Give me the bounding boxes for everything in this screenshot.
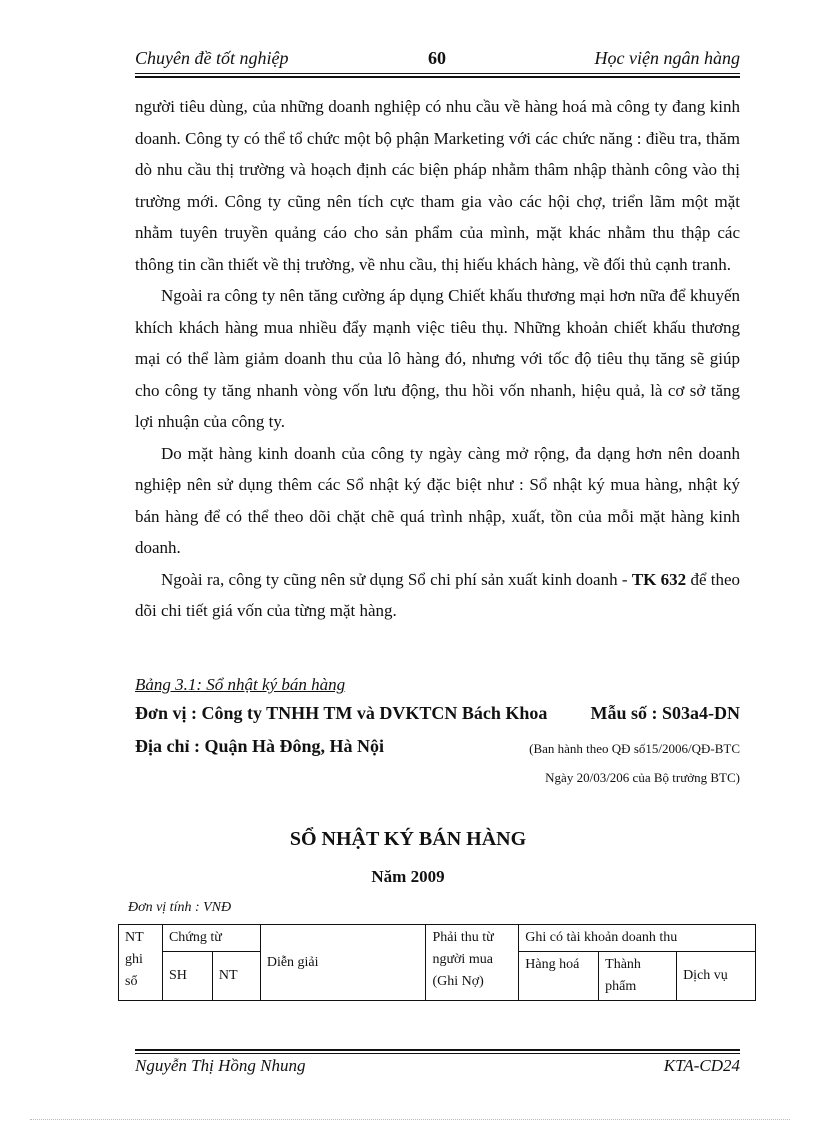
paragraph-4-start: Ngoài ra, công ty cũng nên sử dụng Sổ chi phí sản xuất kinh doanh -	[161, 569, 628, 589]
table-caption: Bảng 3.1: Sổ nhật ký bán hàng	[135, 675, 346, 694]
col-desc-header: Diễn giải	[260, 925, 426, 1001]
col-date-header: NT ghi sổ	[119, 925, 163, 1001]
page-header	[135, 48, 740, 74]
footer-rule-thick	[135, 1049, 740, 1051]
form-address-row	[135, 736, 740, 757]
header-right: Học viện ngân hàng	[594, 48, 740, 68]
col-nt-header: NT	[212, 952, 260, 1001]
form-number: Mẫu số : S03a4-DN	[590, 703, 740, 723]
paragraph-3: Do mặt hàng kinh doanh của công ty ngày càng mở rộng, đa dạng hơn nên doanh nghiệp nên sử dụng thêm các Sổ nhật ký đặc biệt như : Sổ nhật ký mua hàng, nhật ký bán hàng để có thể theo dõi chặt chẽ quá trình nhập, xuất, tồn của mỗi mặt hàng kinh doanh.	[135, 443, 740, 557]
page-number: 60	[428, 48, 446, 68]
col-services-header: Dịch vụ	[677, 952, 756, 1001]
paragraph-1: người tiêu dùng, của những doanh nghiệp có nhu cầu về hàng hoá mà công ty đang kinh doanh. Công ty có thể tổ chức một bộ phận Marketing với các chức năng : điều tra, thăm dò nhu cầu thị trường và hoạch định các biện pháp nhằm thâm nhập thành công vào thị trường mới. Công ty cũng nên tích cực tham gia vào các hội chợ, triển lãm một mặt nhằm tuyên truyền quảng cáo cho sản phẩm của mình, mặt khác nhằm thu thập các thông tin cần thiết về thị trường, về nhu cầu, thị hiếu khách hàng, về đối thủ cạnh tranh.	[135, 97, 740, 274]
currency-unit: Đơn vị tính : VNĐ	[128, 900, 232, 915]
paragraph-2: Ngoài ra công ty nên tăng cường áp dụng Chiết khấu thương mại hơn nữa để khuyến khích khách hàng mua nhiều đẩy mạnh việc tiêu thụ. Những khoản chiết khấu thương mại có thể làm giảm doanh thu của lô hàng đó, nhưng với tốc độ tiêu thụ tăng sẽ giúp cho công ty tăng nhanh vòng vốn lưu động, thu hồi vốn nhanh, hiệu quả, là cơ sở tăng lợi nhuận của công ty.	[135, 286, 740, 431]
col-sh-header: SH	[162, 952, 212, 1001]
col-revenue-header: Ghi có tài khoản doanh thu	[519, 925, 756, 952]
form-address: Địa chỉ : Quận Hà Đông, Hà Nội	[135, 736, 385, 756]
col-receivable-header: Phải thu từ người mua (Ghi Nợ)	[426, 925, 519, 1001]
paragraph-4-end: để theo dõi chi tiết giá vốn của từng mặt hàng.	[135, 569, 741, 620]
col-goods-header: Hàng hoá	[519, 952, 599, 1001]
table-header-row-1	[119, 925, 756, 952]
form-unit: Đơn vị : Công ty TNHH TM và DVKTCN Bách Khoa	[135, 703, 548, 723]
footer-author: Nguyễn Thị Hồng Nhung	[135, 1056, 306, 1075]
footer-class: KTA-CD24	[663, 1056, 740, 1075]
ledger-title: SỔ NHẬT KÝ BÁN HÀNG	[289, 828, 527, 850]
footer-rule-thin	[135, 1053, 740, 1054]
col-voucher-header: Chứng từ	[162, 925, 260, 952]
form-issued-date: Ngày 20/03/206 của Bộ trưởng BTC)	[545, 770, 740, 785]
header-rule-thick	[135, 76, 740, 78]
page-bottom-divider	[30, 1119, 790, 1120]
header-rule-thin	[135, 73, 740, 74]
body-text	[135, 91, 740, 627]
paragraph-4	[135, 564, 740, 627]
form-unit-row	[135, 703, 740, 724]
ledger-year: Năm 2009	[371, 867, 445, 886]
header-left: Chuyên đề tốt nghiệp	[135, 48, 289, 68]
page-footer	[135, 1056, 740, 1076]
sales-journal-table	[118, 924, 756, 1001]
paragraph-4-account: TK 632	[631, 569, 687, 589]
col-products-header: Thành phẩm	[599, 952, 677, 1001]
form-issued-by: (Ban hành theo QĐ số15/2006/QĐ-BTC	[529, 741, 740, 756]
